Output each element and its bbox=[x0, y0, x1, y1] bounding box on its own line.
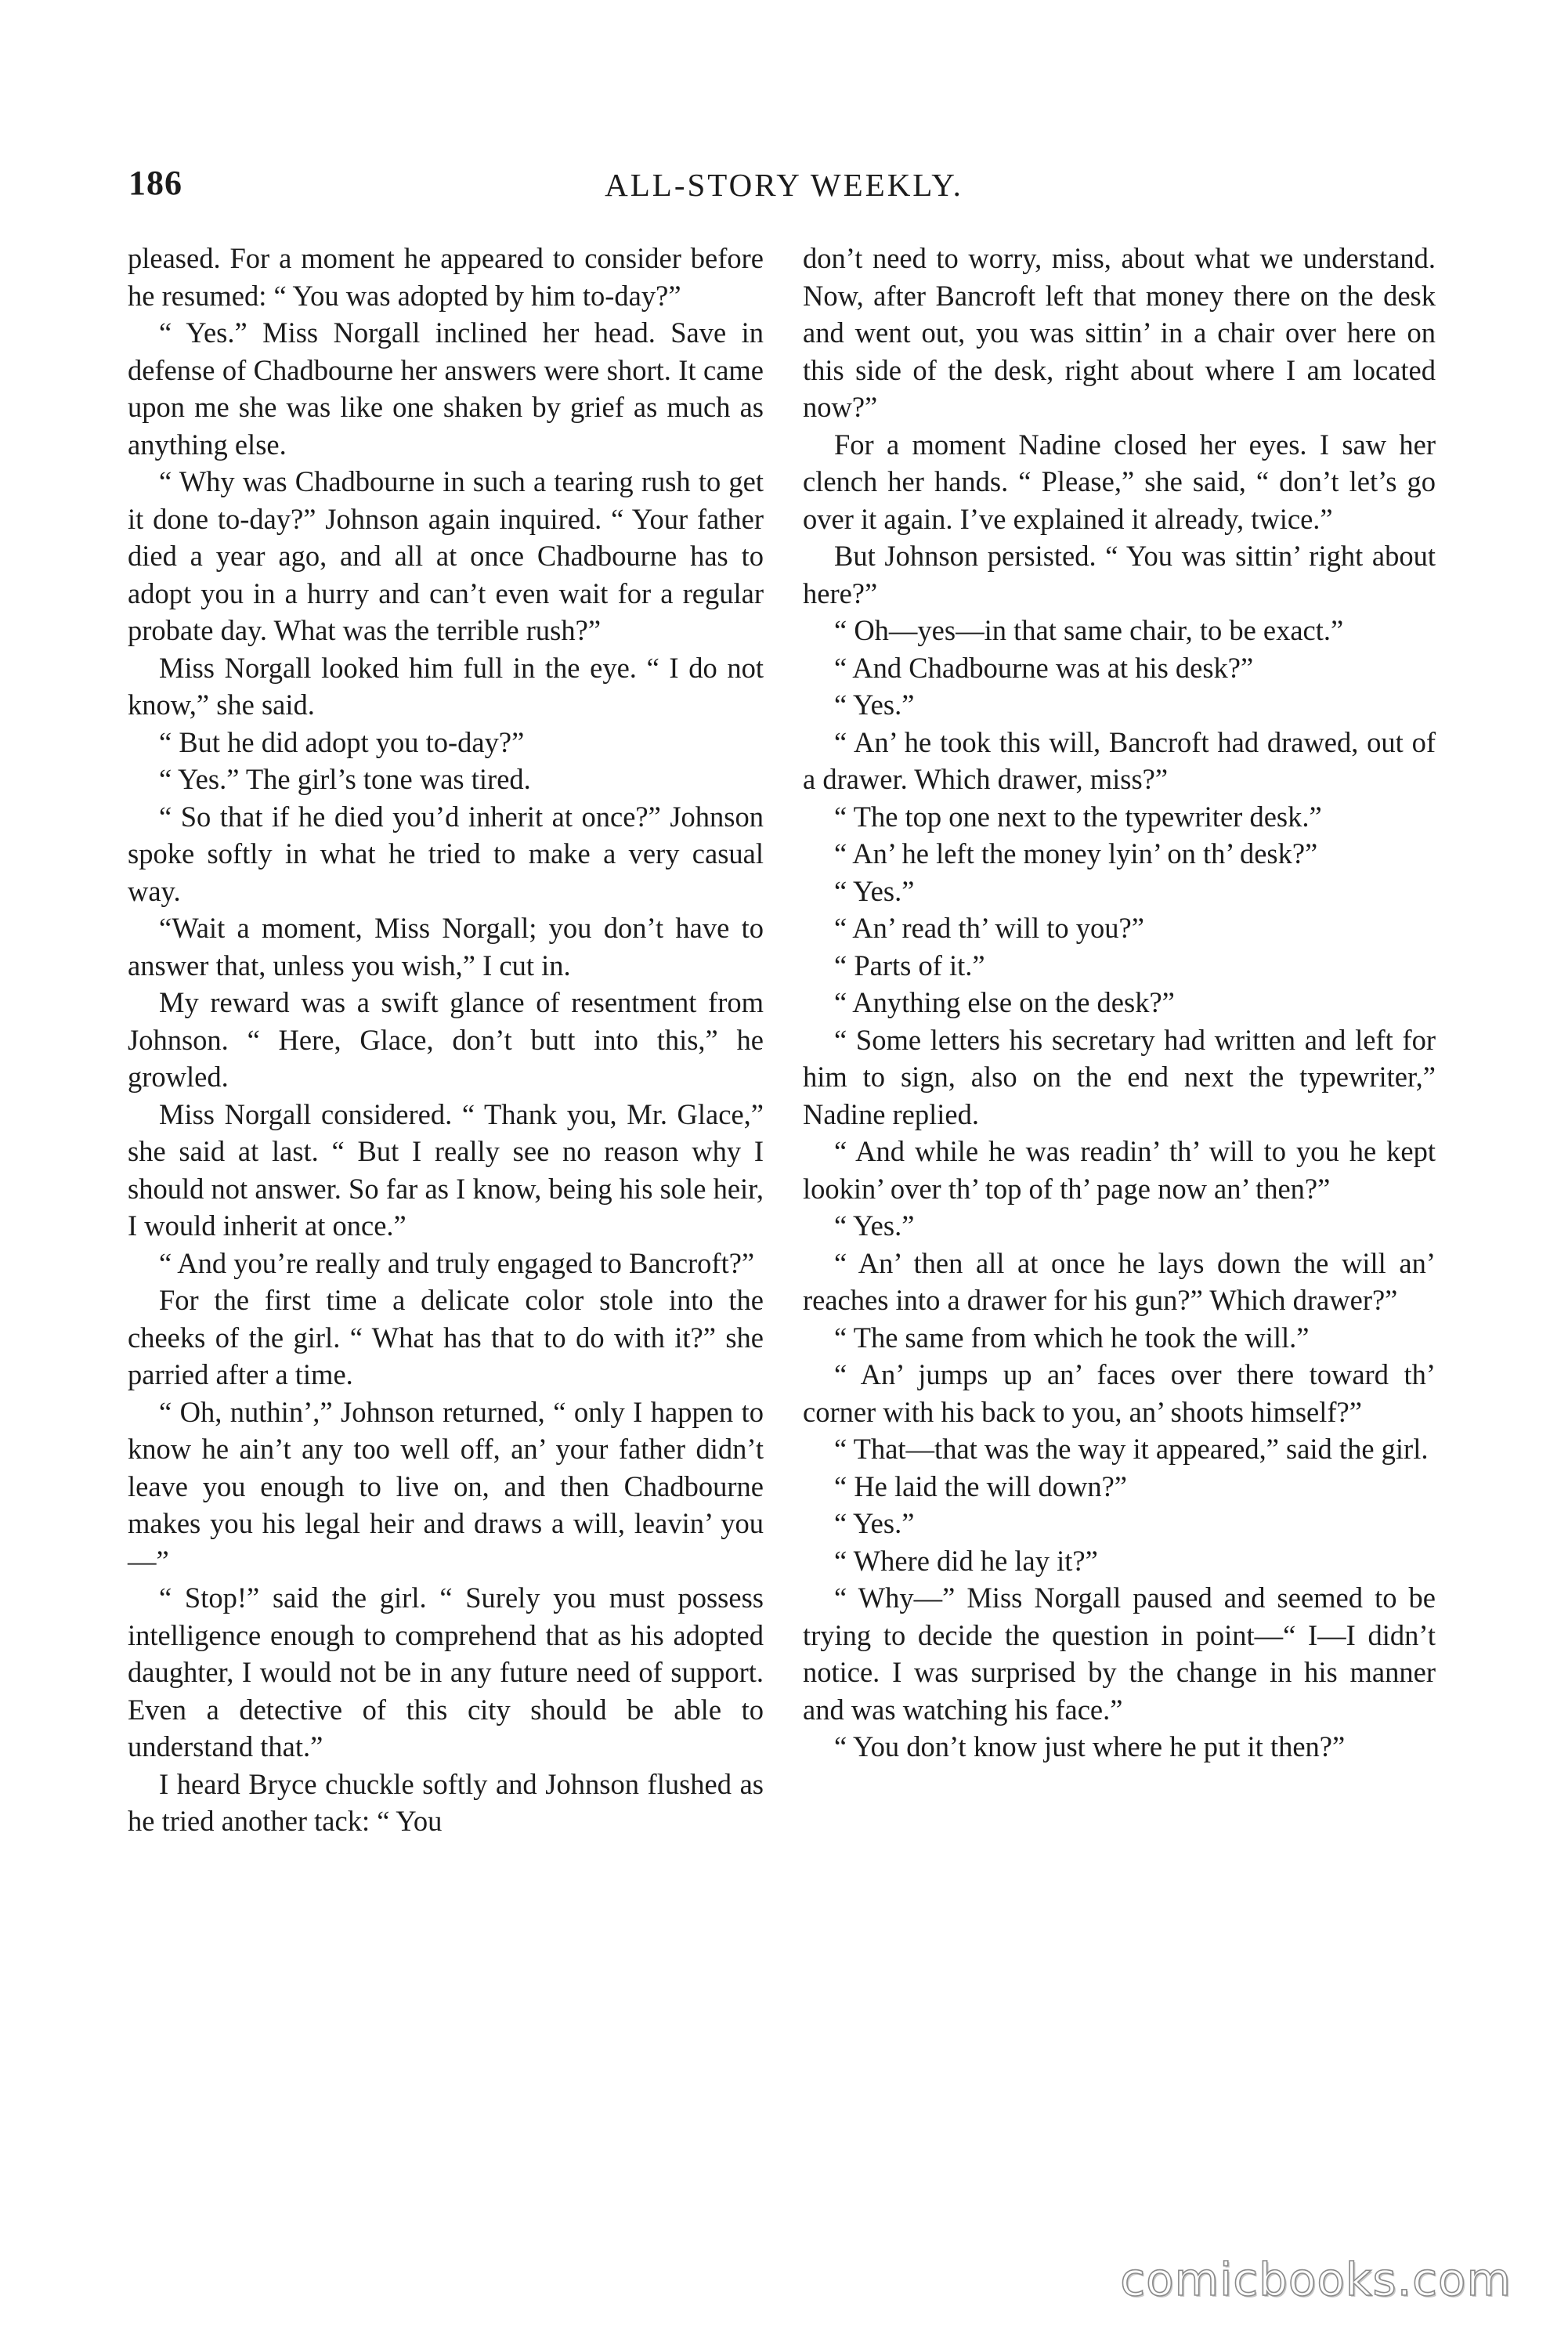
paragraph: “ You don’t know just where he put it then?” bbox=[834, 1730, 1346, 1762]
paragraph: “Wait a moment, Miss Norgall; you don’t have to answer that, unless you wish,” I cut in. bbox=[128, 912, 764, 982]
paragraph: For a moment Nadine closed her eyes. I saw her clench her hands. “ Please,” she said, “ don’t let’s go over it again. I’ve explained it already, twice.” bbox=[803, 428, 1436, 535]
paragraph: Miss Norgall considered. “ Thank you, Mr. Glace,” she said at last. “ But I really see no reason why I should not answer. So far as I know, being his sole heir, I would inherit at once.” bbox=[128, 1097, 764, 1242]
paragraph: Miss Norgall looked him full in the eye. “ I do not know,” she said. bbox=[128, 651, 764, 721]
paragraph: “ Stop!” said the girl. “ Surely you must possess intelligence enough to comprehend that as his adopted daughter, I would not be in any future need of support. Even a detective of this city should be able to understand that.” bbox=[128, 1582, 764, 1762]
paragraph: “ Why—” Miss Norgall paused and seemed to be trying to decide the question in point—“ I—I didn’t notice. I was surprised by the change in his manner and was watching his face.” bbox=[803, 1582, 1436, 1726]
paragraph: “ And while he was readin’ th’ will to you he kept lookin’ over th’ top of th’ page now an’ then?” bbox=[803, 1135, 1436, 1205]
paragraph: For the first time a delicate color stole into the cheeks of the girl. “ What has that to do with it?” she parried after a time. bbox=[128, 1284, 764, 1390]
paragraph: “ He laid the will down?” bbox=[834, 1470, 1128, 1502]
paragraph: “ Yes.” The girl’s tone was tired. bbox=[159, 763, 531, 795]
paragraph: “ An’ he took this will, Bancroft had drawed, out of a drawer. Which drawer, miss?” bbox=[803, 725, 1436, 795]
paragraph: “ Anything else on the desk?” bbox=[834, 986, 1175, 1018]
paragraph: “ Yes.” bbox=[834, 1507, 915, 1539]
paragraph: “ Oh, nuthin’,” Johnson returned, “ only I happen to know he ain’t any too well off, an’ your father didn’t leave you enough to live on, and then Chadbourne makes you his legal heir and draws a will, leavin’ you—” bbox=[128, 1395, 764, 1577]
paragraph: “ An’ then all at once he lays down the will an’ reaches into a drawer for his gun?” Which drawer?” bbox=[803, 1246, 1436, 1316]
paragraph: “ Yes.” Miss Norgall inclined her head. Save in defense of Chadbourne her answers were short. It came upon me she was like one shaken by grief as much as anything else. bbox=[128, 316, 764, 461]
paragraph: I heard Bryce chuckle softly and Johnson flushed as he tried another tack: “ You bbox=[128, 1767, 764, 1837]
paragraph: “ Yes.” bbox=[834, 874, 915, 907]
running-title: ALL-STORY WEEKLY. bbox=[605, 167, 963, 203]
paragraph: “ The top one next to the typewriter desk.” bbox=[834, 800, 1322, 833]
paragraph: “ An’ read th’ will to you?” bbox=[834, 912, 1144, 944]
paragraph: “ So that if he died you’d inherit at once?” Johnson spoke softly in what he tried to make a very casual way. bbox=[128, 800, 764, 907]
paragraph: “ Yes.” bbox=[834, 1209, 915, 1242]
paragraph: “ That—that was the way it appeared,” said the girl. bbox=[834, 1433, 1429, 1465]
paragraph: “ Some letters his secretary had written and left for him to sign, also on the end next the typewriter,” Nadine replied. bbox=[803, 1023, 1436, 1130]
paragraph: “ Why was Chadbourne in such a tearing rush to get it done to-day?” Johnson again inquired. “ Your father died a year ago, and all at once Chadbourne has to adopt you in a hurry and can’t even wait for a regular probate day. What was the terrible rush?” bbox=[128, 465, 764, 646]
paragraph: “ Parts of it.” bbox=[834, 949, 985, 982]
paragraph: “ Where did he lay it?” bbox=[834, 1544, 1098, 1577]
paragraph: “ The same from which he took the will.” bbox=[834, 1321, 1310, 1354]
paragraph: “ An’ he left the money lyin’ on th’ desk?” bbox=[834, 837, 1318, 870]
paragraph: “ And Chadbourne was at his desk?” bbox=[834, 651, 1254, 684]
left-column bbox=[128, 240, 764, 1840]
paragraph: But Johnson persisted. “ You was sittin’ right about here?” bbox=[803, 540, 1436, 609]
paragraph: don’t need to worry, miss, about what we understand. Now, after Bancroft left that money there on the desk and went out, you was sittin’ in a chair over here on this side of the desk, right about where I am located now?” bbox=[803, 242, 1436, 423]
paragraph: “ Oh—yes—in that same chair, to be exact.” bbox=[834, 614, 1344, 646]
paragraph: “ But he did adopt you to-day?” bbox=[159, 725, 525, 758]
paragraph: “ And you’re really and truly engaged to Bancroft?” bbox=[159, 1246, 755, 1279]
paragraph: “ Yes.” bbox=[834, 689, 915, 721]
paragraph: “ An’ jumps up an’ faces over there toward th’ corner with his back to you, an’ shoots himself?” bbox=[803, 1358, 1436, 1428]
right-column bbox=[803, 240, 1436, 1766]
paragraph: My reward was a swift glance of resentment from Johnson. “ Here, Glace, don’t butt into this,” he growled. bbox=[128, 986, 764, 1093]
paragraph: pleased. For a moment he appeared to consider before he resumed: “ You was adopted by him to-day?” bbox=[128, 242, 764, 312]
page-number: 186 bbox=[128, 164, 182, 202]
watermark: comicbooks.com bbox=[1120, 2253, 1512, 2306]
